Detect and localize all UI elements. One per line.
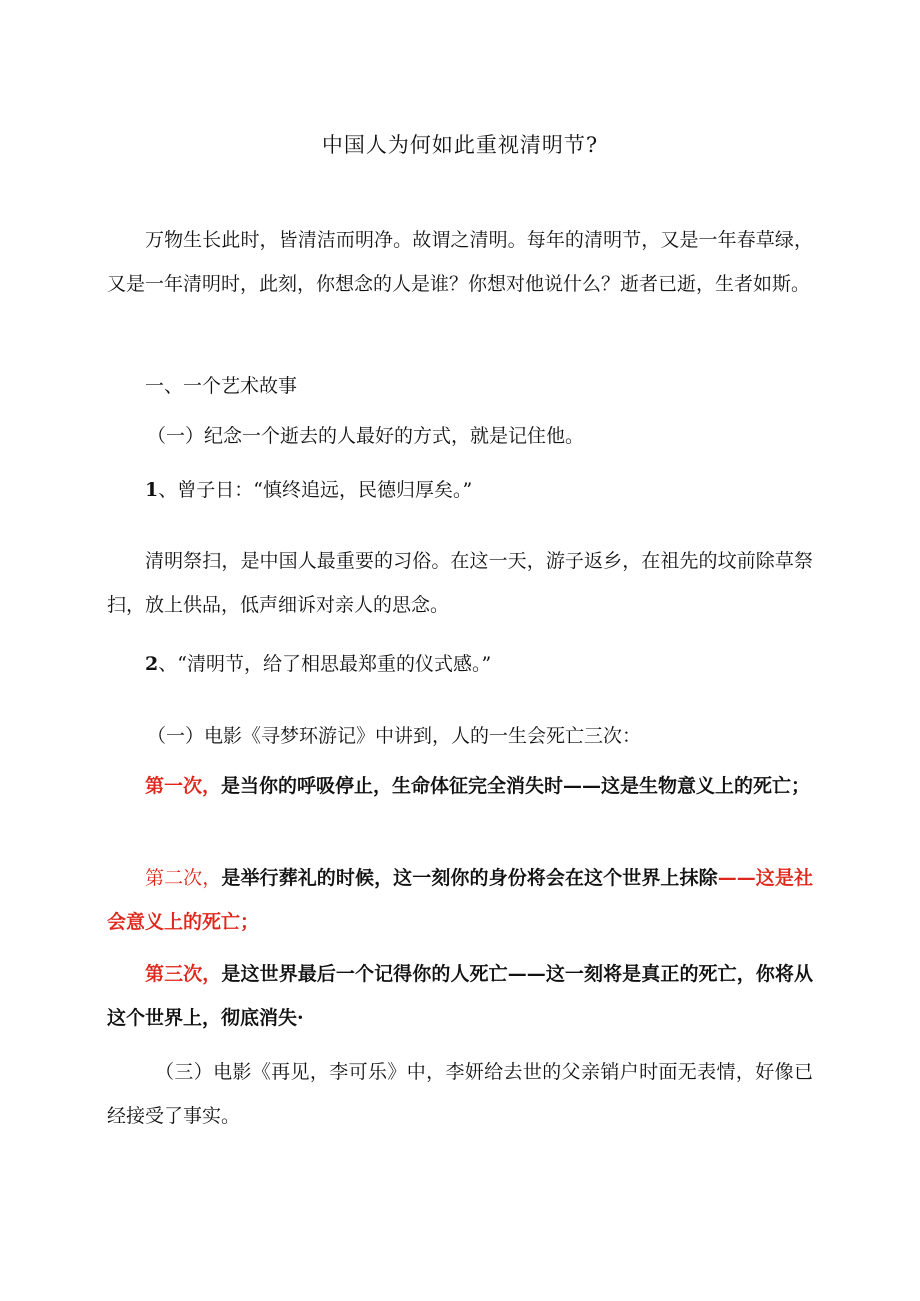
death-paragraph-3 <box>107 952 813 1040</box>
death-paragraph-2 <box>107 856 813 944</box>
death-text: 是举行葬礼的时候，这一刻你的身份将会在这个世界上抹除 <box>221 867 718 889</box>
death-label: 第三次， <box>145 963 222 985</box>
item-number: 2 <box>145 653 159 675</box>
numbered-item-2 <box>107 642 813 686</box>
death-tail: ——这是社会意义上的死亡； <box>107 867 813 933</box>
subsection-heading-3: （三）电影《再见，李可乐》中，李妍给去世的父亲销户时面无表情，好像已经接受了事实。 <box>107 1061 813 1127</box>
item-text: 、“清明节，给了相思最郑重的仪式感。” <box>158 653 492 675</box>
qingming-paragraph: 清明祭扫，是中国人最重要的习俗。在这一天，游子返乡，在祖先的坟前除草祭扫，放上供品，低声细诉对亲人的思念。 <box>107 550 813 616</box>
death-label: 第一次， <box>145 775 222 797</box>
subsection-heading-1: （一）纪念一个逝去的人最好的方式，就是记住他。 <box>147 425 585 447</box>
subsection-heading-2: （一）电影《寻梦环游记》中讲到，人的一生会死亡三次： <box>147 725 642 747</box>
page-title: 中国人为何如此重视清明节? <box>321 133 599 157</box>
section-heading: 一、一个艺术故事 <box>145 375 298 397</box>
item-number: 1 <box>145 479 159 501</box>
item-text: 、曾子日：“慎终追远，民德归厚矣。” <box>158 479 473 501</box>
death-text: 是当你的呼吸停止，生命体征完全消失时——这是生物意义上的死亡； <box>221 775 811 797</box>
intro-paragraph: 万物生长此时，皆清洁而明净。故谓之清明。每年的清明节，又是一年春草绿，又是一年清明时，此刻，你想念的人是谁？你想对他说什么？逝者已逝，生者如斯。 <box>107 229 813 295</box>
death-label: 第二次， <box>145 867 222 889</box>
death-text: 是这世界最后一个记得你的人死亡——这一刻将是真正的死亡，你将从这个世界上，彻底消失· <box>107 963 813 1029</box>
numbered-item-1 <box>107 468 813 512</box>
death-paragraph-1 <box>107 764 813 808</box>
